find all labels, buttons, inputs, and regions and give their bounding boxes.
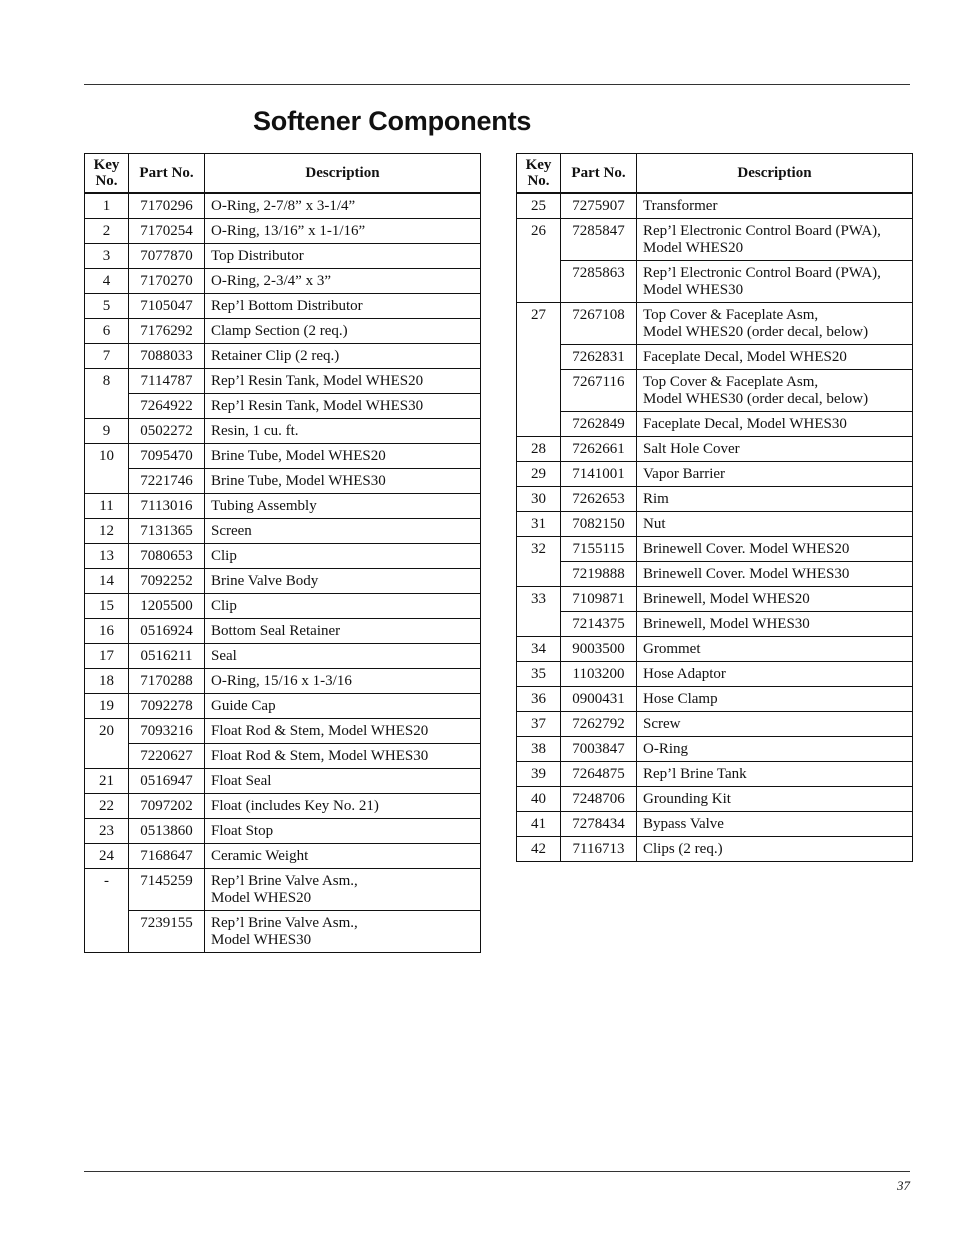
description-line: Float Seal: [211, 773, 272, 789]
description-line: Screw: [643, 716, 681, 732]
key-no-cell: 17: [85, 644, 129, 669]
description-cell: [637, 462, 913, 487]
description-line: Faceplate Decal, Model WHES20: [643, 349, 847, 365]
description-line: Clip: [211, 598, 237, 614]
part-no-cell: 7082150: [561, 512, 637, 537]
table-row: [85, 569, 481, 594]
description-line: Rep’l Resin Tank, Model WHES30: [211, 398, 424, 414]
description-line: Model WHES20: [643, 240, 744, 256]
table-row: [517, 837, 913, 862]
description-line: Brinewell Cover. Model WHES30: [643, 566, 850, 582]
table-row: [85, 694, 481, 719]
part-no-header: Part No.: [561, 154, 637, 194]
description-cell: [637, 303, 913, 345]
description-line: Brine Tube, Model WHES20: [211, 448, 386, 464]
description-line: Hose Adaptor: [643, 666, 726, 682]
part-no-cell: 7170270: [129, 269, 205, 294]
part-no-cell: 7262831: [561, 345, 637, 370]
key-header-line2: No.: [527, 173, 550, 189]
table-row: [85, 444, 481, 469]
table-row: [85, 319, 481, 344]
description-cell: [205, 394, 481, 419]
part-no-cell: 7262661: [561, 437, 637, 462]
description-line: Rim: [643, 491, 669, 507]
key-no-cell: 5: [85, 294, 129, 319]
part-no-cell: 7267116: [561, 370, 637, 412]
description-cell: [637, 712, 913, 737]
part-no-cell: 7088033: [129, 344, 205, 369]
part-no-cell: 7248706: [561, 787, 637, 812]
table-row: [517, 687, 913, 712]
description-line: O-Ring, 2-7/8” x 3-1/4”: [211, 198, 356, 214]
key-no-cell: 36: [517, 687, 561, 712]
description-cell: [637, 662, 913, 687]
table-row: [85, 911, 481, 953]
table-row: [85, 394, 481, 419]
part-no-cell: 7114787: [129, 369, 205, 394]
table-row: [85, 769, 481, 794]
description-cell: [637, 437, 913, 462]
description-line: Clip: [211, 548, 237, 564]
part-no-cell: 7097202: [129, 794, 205, 819]
description-cell: [637, 687, 913, 712]
key-no-cell: 25: [517, 193, 561, 219]
part-no-cell: 1103200: [561, 662, 637, 687]
key-no-cell: 28: [517, 437, 561, 462]
description-line: O-Ring, 2-3/4” x 3”: [211, 273, 331, 289]
table-row: [517, 345, 913, 370]
key-no-cell: 14: [85, 569, 129, 594]
part-no-cell: 7092252: [129, 569, 205, 594]
description-cell: [205, 419, 481, 444]
description-line: O-Ring, 13/16” x 1-1/16”: [211, 223, 366, 239]
table-row: [517, 261, 913, 303]
description-line: Float (includes Key No. 21): [211, 798, 379, 814]
description-header: Description: [205, 154, 481, 194]
table-row: [85, 344, 481, 369]
description-line: Top Distributor: [211, 248, 304, 264]
part-no-cell: 7221746: [129, 469, 205, 494]
part-no-cell: 7264875: [561, 762, 637, 787]
description-line: Brine Tube, Model WHES30: [211, 473, 386, 489]
table-row: [517, 762, 913, 787]
description-line: Rep’l Bottom Distributor: [211, 298, 363, 314]
part-no-cell: 0516924: [129, 619, 205, 644]
key-no-cell: 9: [85, 419, 129, 444]
key-no-cell: 39: [517, 762, 561, 787]
key-no-cell: 18: [85, 669, 129, 694]
key-no-cell: 31: [517, 512, 561, 537]
description-cell: [205, 644, 481, 669]
part-no-cell: 7275907: [561, 193, 637, 219]
part-no-cell: 1205500: [129, 594, 205, 619]
table-row: [85, 269, 481, 294]
part-no-cell: 7262849: [561, 412, 637, 437]
part-no-cell: 7155115: [561, 537, 637, 562]
key-no-cell: 12: [85, 519, 129, 544]
table-row: [517, 562, 913, 587]
description-cell: [637, 261, 913, 303]
table-row: [517, 737, 913, 762]
description-cell: [205, 219, 481, 244]
description-cell: [205, 244, 481, 269]
table-row: [85, 494, 481, 519]
table-row: [85, 869, 481, 911]
top-rule: [84, 84, 910, 85]
description-line: Rep’l Brine Valve Asm.,: [211, 873, 358, 889]
table-row: [85, 244, 481, 269]
part-no-cell: 7105047: [129, 294, 205, 319]
table-row: [517, 437, 913, 462]
description-cell: [637, 370, 913, 412]
part-no-cell: 0900431: [561, 687, 637, 712]
table-row: [85, 594, 481, 619]
description-cell: [205, 694, 481, 719]
part-no-cell: 7168647: [129, 844, 205, 869]
description-cell: [637, 762, 913, 787]
key-no-cell: 8: [85, 369, 129, 419]
key-no-cell: 21: [85, 769, 129, 794]
table-row: [85, 794, 481, 819]
description-line: O-Ring, 15/16 x 1-3/16: [211, 673, 352, 689]
key-no-cell: 16: [85, 619, 129, 644]
parts-table-right: [516, 153, 913, 862]
description-line: Top Cover & Faceplate Asm,: [643, 307, 819, 323]
key-no-cell: 19: [85, 694, 129, 719]
description-line: Vapor Barrier: [643, 466, 726, 482]
description-line: Rep’l Electronic Control Board (PWA),: [643, 223, 881, 239]
key-no-cell: 29: [517, 462, 561, 487]
page-number: 37: [897, 1178, 910, 1193]
key-no-header: [517, 154, 561, 194]
key-no-cell: 13: [85, 544, 129, 569]
description-line: Grounding Kit: [643, 791, 731, 807]
table-row: [85, 369, 481, 394]
table-row: [517, 812, 913, 837]
part-no-cell: 7113016: [129, 494, 205, 519]
description-cell: [205, 719, 481, 744]
part-no-cell: 7095470: [129, 444, 205, 469]
description-cell: [205, 569, 481, 594]
key-no-cell: 42: [517, 837, 561, 862]
key-no-cell: 2: [85, 219, 129, 244]
key-no-cell: 26: [517, 219, 561, 303]
description-line: Rep’l Electronic Control Board (PWA),: [643, 265, 881, 281]
description-cell: [637, 837, 913, 862]
table-row: [85, 294, 481, 319]
key-no-cell: 7: [85, 344, 129, 369]
key-no-cell: 37: [517, 712, 561, 737]
description-line: Bypass Valve: [643, 816, 724, 832]
part-no-cell: 9003500: [561, 637, 637, 662]
table-row: [85, 619, 481, 644]
key-no-cell: 10: [85, 444, 129, 494]
table-row: [85, 644, 481, 669]
table-row: [517, 462, 913, 487]
table-row: [85, 544, 481, 569]
part-no-cell: 7077870: [129, 244, 205, 269]
description-cell: [205, 193, 481, 219]
description-cell: [205, 844, 481, 869]
description-line: Brinewell, Model WHES30: [643, 616, 810, 632]
description-line: Rep’l Brine Valve Asm.,: [211, 915, 358, 931]
key-no-cell: 20: [85, 719, 129, 769]
part-no-cell: 0516947: [129, 769, 205, 794]
part-no-cell: 0502272: [129, 419, 205, 444]
part-no-cell: 7141001: [561, 462, 637, 487]
description-cell: [205, 344, 481, 369]
part-no-cell: 7285847: [561, 219, 637, 261]
description-line: Brinewell Cover. Model WHES20: [643, 541, 850, 557]
table-row: [85, 844, 481, 869]
key-no-cell: 1: [85, 193, 129, 219]
part-no-cell: 7176292: [129, 319, 205, 344]
key-no-cell: 4: [85, 269, 129, 294]
part-no-cell: 7131365: [129, 519, 205, 544]
key-no-cell: 33: [517, 587, 561, 637]
description-line: Float Rod & Stem, Model WHES20: [211, 723, 429, 739]
table-row: [517, 219, 913, 261]
key-no-cell: 3: [85, 244, 129, 269]
description-line: Ceramic Weight: [211, 848, 309, 864]
part-no-header: Part No.: [129, 154, 205, 194]
description-line: Model WHES30: [643, 282, 744, 298]
part-no-cell: 7285863: [561, 261, 637, 303]
description-cell: [637, 737, 913, 762]
description-line: Model WHES30 (order decal, below): [643, 391, 869, 407]
table-row: [85, 719, 481, 744]
table-row: [85, 669, 481, 694]
part-no-cell: 0516211: [129, 644, 205, 669]
description-cell: [637, 512, 913, 537]
key-no-cell: 40: [517, 787, 561, 812]
table-row: [517, 712, 913, 737]
description-line: Brinewell, Model WHES20: [643, 591, 810, 607]
part-no-cell: 7116713: [561, 837, 637, 862]
table-row: [517, 370, 913, 412]
part-no-cell: 7220627: [129, 744, 205, 769]
table-row: [517, 412, 913, 437]
description-line: Clips (2 req.): [643, 841, 723, 857]
key-no-cell: 23: [85, 819, 129, 844]
description-cell: [205, 819, 481, 844]
table-row: [85, 193, 481, 219]
description-cell: [205, 469, 481, 494]
description-line: Grommet: [643, 641, 701, 657]
table-row: [517, 662, 913, 687]
description-cell: [205, 544, 481, 569]
part-no-cell: 7239155: [129, 911, 205, 953]
key-no-cell: 27: [517, 303, 561, 437]
description-cell: [637, 637, 913, 662]
key-no-cell: -: [85, 869, 129, 953]
part-no-cell: 7262792: [561, 712, 637, 737]
description-line: O-Ring: [643, 741, 688, 757]
description-cell: [637, 193, 913, 219]
description-line: Guide Cap: [211, 698, 276, 714]
key-header-line1: Key: [93, 157, 120, 173]
description-line: Float Stop: [211, 823, 274, 839]
key-no-cell: 38: [517, 737, 561, 762]
description-cell: [205, 369, 481, 394]
table-row: [85, 519, 481, 544]
key-no-cell: 30: [517, 487, 561, 512]
part-no-cell: 7264922: [129, 394, 205, 419]
description-header: Description: [637, 154, 913, 194]
table-row: [85, 419, 481, 444]
part-no-cell: 7278434: [561, 812, 637, 837]
part-no-cell: 7219888: [561, 562, 637, 587]
part-no-cell: 7262653: [561, 487, 637, 512]
key-header-line2: No.: [95, 173, 118, 189]
description-line: Nut: [643, 516, 666, 532]
description-line: Tubing Assembly: [211, 498, 317, 514]
description-cell: [637, 345, 913, 370]
description-cell: [205, 794, 481, 819]
part-no-cell: 7092278: [129, 694, 205, 719]
description-cell: [637, 537, 913, 562]
key-no-cell: 34: [517, 637, 561, 662]
part-no-cell: 7170288: [129, 669, 205, 694]
description-line: Bottom Seal Retainer: [211, 623, 341, 639]
table-header-row: [517, 154, 913, 194]
description-line: Model WHES30: [211, 932, 312, 948]
table-row: [517, 487, 913, 512]
description-line: Screen: [211, 523, 252, 539]
description-cell: [205, 269, 481, 294]
key-no-cell: 11: [85, 494, 129, 519]
description-cell: [205, 494, 481, 519]
description-cell: [205, 519, 481, 544]
description-line: Rep’l Brine Tank: [643, 766, 747, 782]
description-line: Retainer Clip (2 req.): [211, 348, 340, 364]
description-cell: [637, 412, 913, 437]
part-no-cell: 7109871: [561, 587, 637, 612]
description-cell: [637, 219, 913, 261]
table-row: [85, 469, 481, 494]
table-row: [517, 193, 913, 219]
description-cell: [205, 294, 481, 319]
part-no-cell: 0513860: [129, 819, 205, 844]
description-cell: [205, 594, 481, 619]
description-line: Faceplate Decal, Model WHES30: [643, 416, 847, 432]
description-line: Transformer: [643, 198, 718, 214]
key-no-cell: 15: [85, 594, 129, 619]
key-no-cell: 35: [517, 662, 561, 687]
description-line: Salt Hole Cover: [643, 441, 740, 457]
description-line: Model WHES20: [211, 890, 312, 906]
table-row: [85, 744, 481, 769]
description-cell: [637, 812, 913, 837]
key-no-cell: 22: [85, 794, 129, 819]
description-cell: [205, 869, 481, 911]
part-no-cell: 7170254: [129, 219, 205, 244]
description-cell: [637, 587, 913, 612]
table-row: [517, 787, 913, 812]
table-row: [517, 303, 913, 345]
table-row: [85, 819, 481, 844]
table-row: [517, 587, 913, 612]
part-no-cell: 7080653: [129, 544, 205, 569]
description-line: Rep’l Resin Tank, Model WHES20: [211, 373, 424, 389]
description-cell: [205, 319, 481, 344]
description-cell: [205, 619, 481, 644]
key-no-cell: 41: [517, 812, 561, 837]
table-row: [517, 537, 913, 562]
key-no-cell: 6: [85, 319, 129, 344]
part-no-cell: 7170296: [129, 193, 205, 219]
bottom-rule: [84, 1171, 910, 1172]
description-cell: [205, 769, 481, 794]
description-cell: [637, 612, 913, 637]
description-line: Clamp Section (2 req.): [211, 323, 348, 339]
description-cell: [205, 744, 481, 769]
description-cell: [637, 787, 913, 812]
part-no-cell: 7145259: [129, 869, 205, 911]
table-row: [517, 612, 913, 637]
table-row: [517, 512, 913, 537]
key-no-header: [85, 154, 129, 194]
part-no-cell: 7003847: [561, 737, 637, 762]
part-no-cell: 7267108: [561, 303, 637, 345]
table-header-row: [85, 154, 481, 194]
key-header-line1: Key: [525, 157, 552, 173]
description-line: Hose Clamp: [643, 691, 718, 707]
description-line: Float Rod & Stem, Model WHES30: [211, 748, 429, 764]
description-line: Seal: [211, 648, 237, 664]
description-cell: [637, 562, 913, 587]
description-cell: [205, 444, 481, 469]
part-no-cell: 7093216: [129, 719, 205, 744]
part-no-cell: 7214375: [561, 612, 637, 637]
parts-table-left: [84, 153, 481, 953]
description-line: Brine Valve Body: [211, 573, 319, 589]
description-line: Model WHES20 (order decal, below): [643, 324, 869, 340]
table-row: [517, 637, 913, 662]
description-cell: [637, 487, 913, 512]
description-line: Resin, 1 cu. ft.: [211, 423, 299, 439]
key-no-cell: 24: [85, 844, 129, 869]
description-line: Top Cover & Faceplate Asm,: [643, 374, 819, 390]
table-row: [85, 219, 481, 244]
description-cell: [205, 669, 481, 694]
description-cell: [205, 911, 481, 953]
page-title: Softener Components: [253, 106, 532, 136]
key-no-cell: 32: [517, 537, 561, 587]
